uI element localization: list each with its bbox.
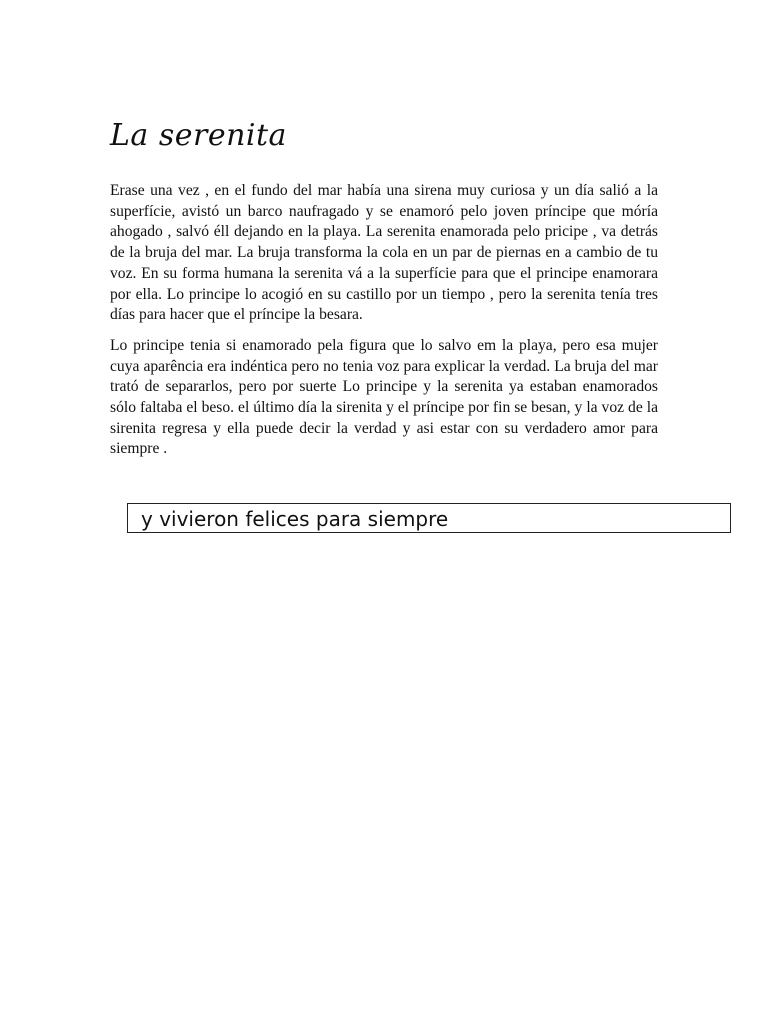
story-body bbox=[110, 181, 658, 470]
paragraph-1: Erase una vez , en el fundo del mar había una sirena muy curiosa y un día salió a la superfície, avistó un barco naufragado y se enamoró pelo joven príncipe que móría ahogado , salvó éll dejando en la playa. La serenita enamorada pelo pricipe , va detrás de la bruja del mar. La bruja transforma la cola en un par de piernas en a cambio de tu voz. En su forma humana la serenita vá a la superfície para que el principe enamorara por ella. Lo principe lo acogió en su castillo por un tiempo , pero la serenita tenía tres días para hacer que el príncipe la besara. bbox=[110, 182, 658, 324]
page-title: La serenita bbox=[110, 118, 287, 153]
paragraph-2: Lo principe tenia si enamorado pela figura que lo salvo em la playa, pero esa mujer cuya aparência era indéntica pero no tenia voz para explicar la verdad. La bruja del mar trató de separarlos, pero por suerte Lo principe y la serenita ya estaban enamorados sólo faltaba el beso. el último día la sirenita y el príncipe por fin se besan, y la voz de la sirenita regresa y ella puede decir la verdad y asi estar con su verdadero amor para siempre . bbox=[110, 336, 658, 458]
ending-text-box: y vivieron felices para siempre bbox=[127, 503, 731, 533]
